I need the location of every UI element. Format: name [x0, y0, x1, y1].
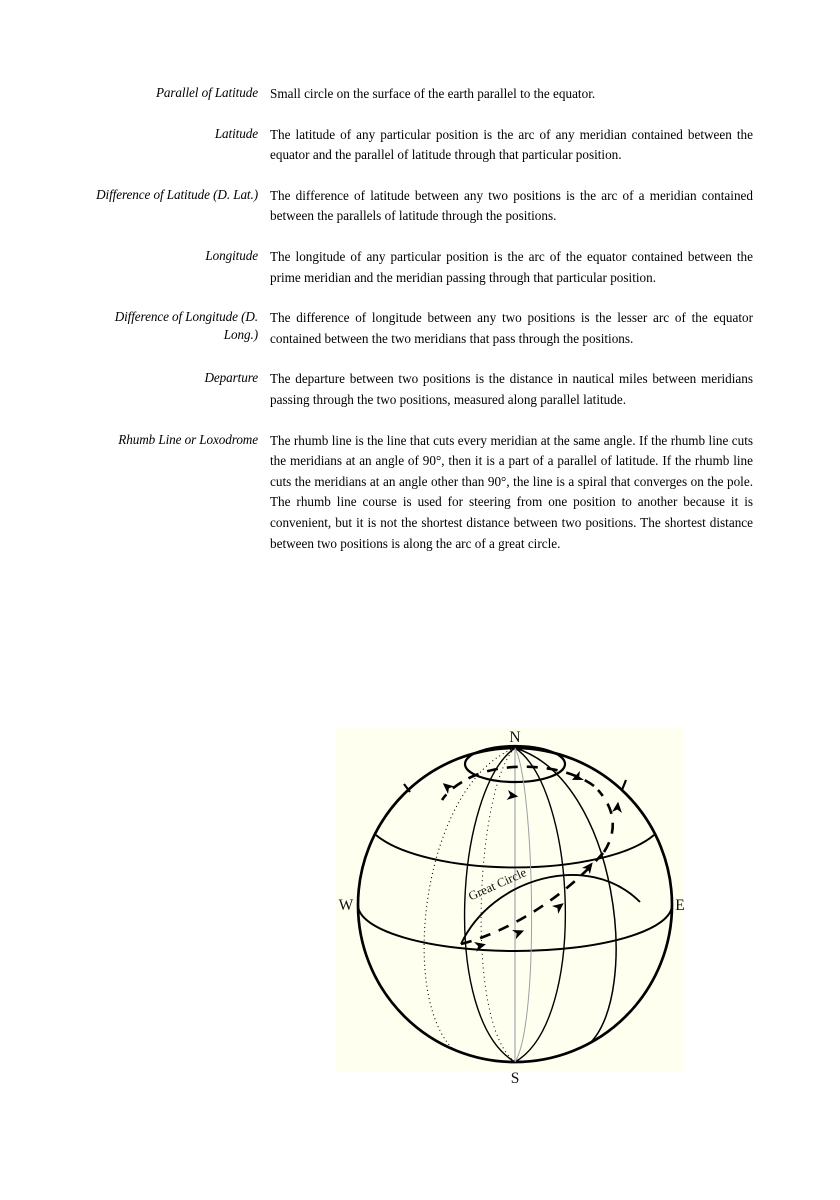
meridian-back-center-dotted — [481, 748, 515, 1062]
glossary-definition: The longitude of any particular position is the arc of the equator contained between the prime meridian and the meridian passing through that particular position. — [270, 248, 753, 285]
label-south: S — [510, 1070, 520, 1087]
glossary-entry — [88, 247, 753, 288]
globe-diagram-svg — [336, 728, 685, 1087]
glossary-definition: Small circle on the surface of the earth parallel to the equator. — [270, 86, 596, 101]
glossary-term: Longitude — [205, 247, 258, 263]
glossary-entry — [88, 125, 753, 166]
label-east: E — [675, 897, 685, 914]
glossary-definition: The departure between two positions is the distance in nautical miles between meridians passing through the two positions, measured along parallel latitude. — [270, 371, 753, 407]
rhumb-line-segment-upper — [598, 790, 613, 852]
meridian-front-left — [465, 748, 515, 1062]
glossary-term: Difference of Latitude (D. Lat.) — [96, 186, 258, 202]
glossary-entry — [88, 84, 753, 105]
glossary-entry — [88, 369, 753, 410]
glossary-term: Rhumb Line or Loxodrome — [118, 431, 258, 447]
rhumb-arrow-6 — [570, 771, 584, 785]
label-great-circle: Great Circle — [466, 865, 529, 904]
rhumb-arrow-5 — [612, 801, 623, 813]
rhumb-tick-right — [622, 780, 626, 790]
rhumb-arrow-2 — [512, 926, 526, 939]
label-north: N — [509, 729, 521, 746]
meridian-back-right-faint — [515, 748, 532, 1062]
glossary-term: Latitude — [214, 125, 258, 141]
glossary-definition: The difference of latitude between any two positions is the arc of a meridian contained between the parallels of latitude through the positions. — [270, 187, 753, 224]
rhumb-arrow-8 — [440, 779, 455, 794]
glossary-definition: The rhumb line is the line that cuts every meridian at the same angle. If the rhumb line cuts the meridians at an angle of 90°, then it is a part of a parallel of latitude. If the rhumb line cuts the meridians at an angle other than 90°, the line is a spiral that converges on the pole. The rhumb line course is used for steering from one position to another because it is convenient, but it is not the shortest distance between two positions. The shortest distance between two positions is along the arc of a great circle. — [270, 432, 753, 551]
glossary-definition: The latitude of any particular position is the arc of any meridian contained between the equator and the parallel of latitude through that particular position. — [270, 126, 753, 163]
glossary-entry — [88, 431, 753, 555]
glossary-entry — [88, 186, 753, 227]
glossary-term: Difference of Longitude (D. Long.) — [114, 309, 258, 342]
rhumb-arrow-7 — [507, 790, 519, 801]
globe-figure — [336, 728, 685, 1087]
glossary-term: Departure — [204, 370, 258, 386]
label-west: W — [338, 897, 354, 914]
glossary-definition: The difference of longitude between any two positions is the lesser arc of the equator contained between the two meridians that pass through the positions. — [270, 310, 753, 346]
glossary-term: Parallel of Latitude — [155, 85, 258, 100]
glossary-list — [88, 84, 753, 574]
glossary-entry — [88, 308, 753, 349]
